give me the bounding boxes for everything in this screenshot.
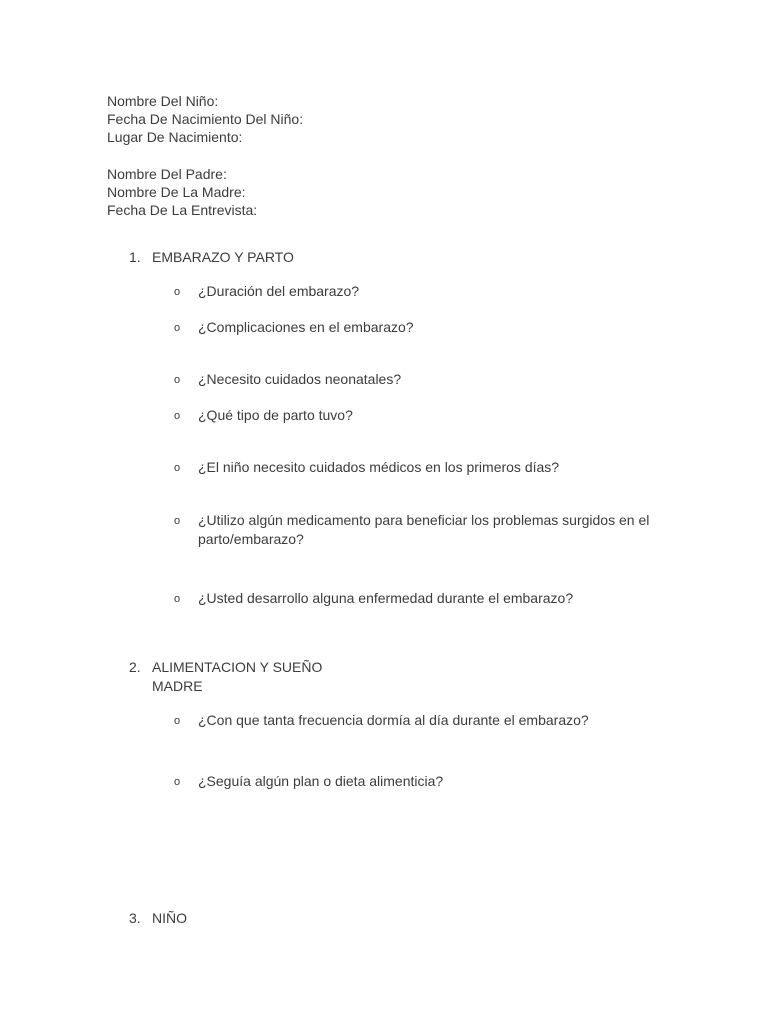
section-subtitle-mother: MADRE	[152, 678, 203, 694]
question-item: ¿Seguía algún plan o dieta alimenticia?	[198, 773, 444, 789]
field-interview-date: Fecha De La Entrevista:	[107, 202, 258, 218]
bullet-icon: o	[174, 593, 181, 605]
field-child-birthdate: Fecha De Nacimiento Del Niño:	[107, 111, 304, 127]
question-item: ¿Duración del embarazo?	[198, 283, 360, 299]
question-item: ¿Utilizo algún medicamento para beneficiar los problemas surgidos en el parto/embarazo?	[198, 512, 650, 547]
question-item: ¿El niño necesito cuidados médicos en los primeros días?	[198, 459, 560, 475]
question-item: ¿Con que tanta frecuencia dormía al día durante el embarazo?	[198, 712, 589, 728]
bullet-icon: o	[174, 715, 181, 727]
section-title-feeding-sleep: ALIMENTACION Y SUEÑO	[152, 659, 323, 675]
question-item: ¿Usted desarrollo alguna enfermedad durante el embarazo?	[198, 590, 574, 606]
bullet-icon: o	[174, 462, 181, 474]
bullet-icon: o	[174, 410, 181, 422]
question-item: ¿Complicaciones en el embarazo?	[198, 319, 414, 335]
bullet-icon: o	[174, 515, 181, 527]
bullet-icon: o	[174, 322, 181, 334]
section-title-pregnancy: EMBARAZO Y PARTO	[152, 249, 294, 265]
bullet-icon: o	[174, 286, 181, 298]
field-child-name: Nombre Del Niño:	[107, 93, 219, 109]
question-item: ¿Qué tipo de parto tuvo?	[198, 407, 353, 423]
section-number: 1.	[129, 249, 141, 265]
section-title-child: NIÑO	[152, 910, 187, 926]
section-number: 3.	[129, 910, 141, 926]
question-item: ¿Necesito cuidados neonatales?	[198, 371, 402, 387]
field-birthplace: Lugar De Nacimiento:	[107, 129, 243, 145]
bullet-icon: o	[174, 374, 181, 386]
section-number: 2.	[129, 659, 141, 675]
field-mother-name: Nombre De La Madre:	[107, 184, 246, 200]
bullet-icon: o	[174, 776, 181, 788]
field-father-name: Nombre Del Padre:	[107, 166, 227, 182]
